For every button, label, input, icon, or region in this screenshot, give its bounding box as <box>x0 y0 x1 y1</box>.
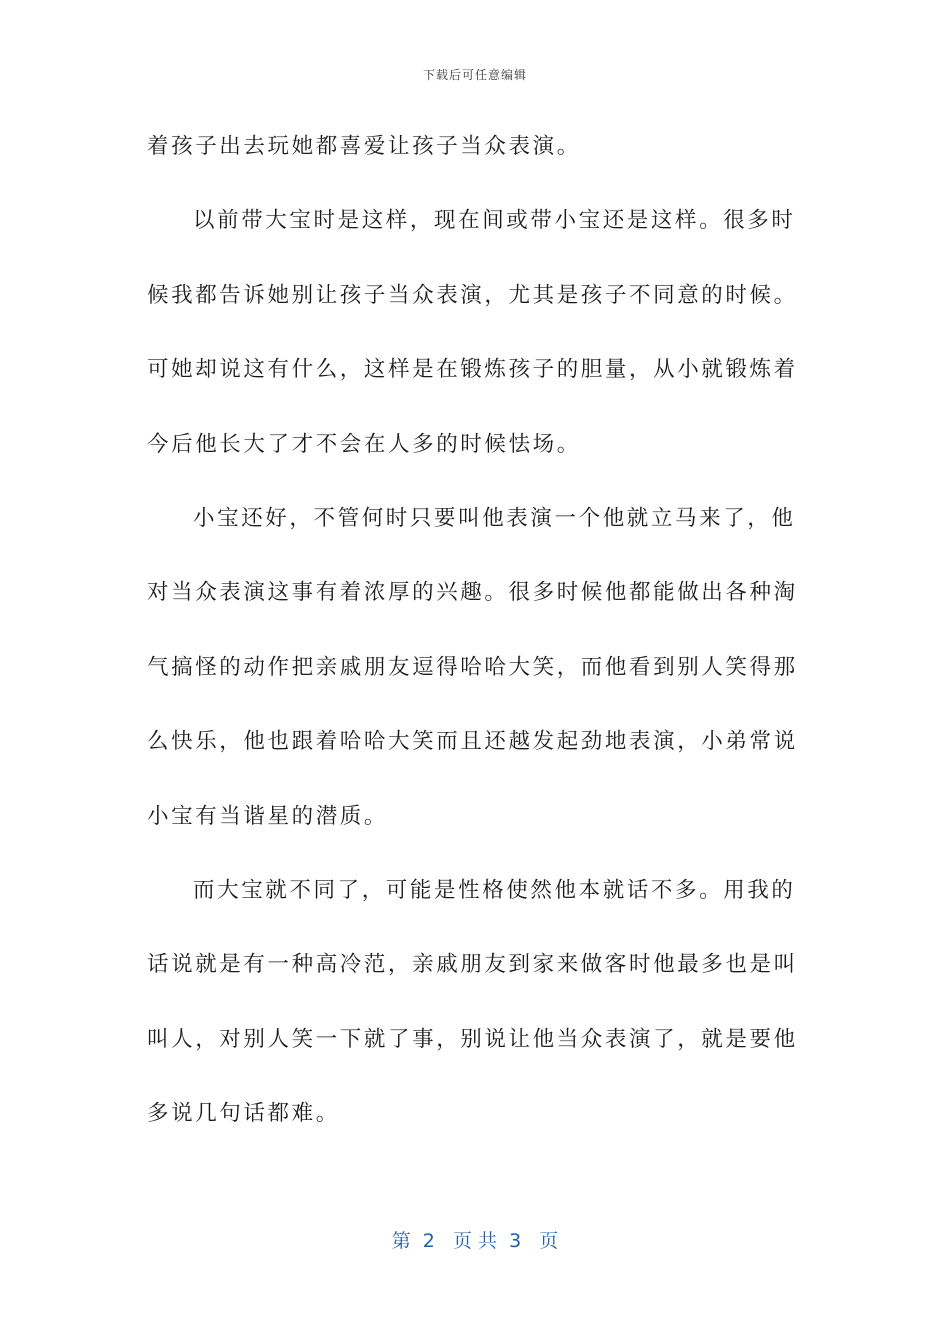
text-line: 小宝有当谐星的潜质。 <box>147 803 389 829</box>
text-line: 候我都告诉她别让孩子当众表演，尤其是孩子不同意的时候。 <box>147 282 798 308</box>
text-line: 今后他长大了才不会在人多的时候怯场。 <box>147 431 581 457</box>
text-line: 对当众表演这事有着浓厚的兴趣。很多时候他都能做出各种淘 <box>147 580 798 606</box>
document-body <box>147 120 797 1161</box>
text-line: 气搞怪的动作把亲戚朋友逗得哈哈大笑，而他看到别人笑得那 <box>147 654 798 680</box>
paragraph-start-line: 而大宝就不同了，可能是性格使然他本就话不多。用我的 <box>193 877 796 903</box>
paragraph-start-line: 以前带大宝时是这样，现在间或带小宝还是这样。很多时 <box>193 208 796 234</box>
text-line: 着孩子出去玩她都喜爱让孩子当众表演。 <box>147 134 581 159</box>
page-header: 下载后可任意编辑 <box>422 68 527 82</box>
text-line: 话说就是有一种高冷范，亲戚朋友到家来做客时他最多也是叫 <box>147 952 798 978</box>
paragraph-start-line: 小宝还好，不管何时只要叫他表演一个他就立马来了，他 <box>193 505 796 531</box>
text-line: 么快乐，他也跟着哈哈大笑而且还越发起劲地表演，小弟常说 <box>147 729 798 755</box>
text-line: 可她却说这有什么，这样是在锻炼孩子的胆量，从小就锻炼着 <box>147 357 798 383</box>
page-number-footer: 第 2 页 共 3 页 <box>391 1230 559 1252</box>
text-line: 叫人，对别人笑一下就了事，别说让他当众表演了，就是要他 <box>147 1026 798 1052</box>
text-line: 多说几句话都难。 <box>147 1101 340 1127</box>
